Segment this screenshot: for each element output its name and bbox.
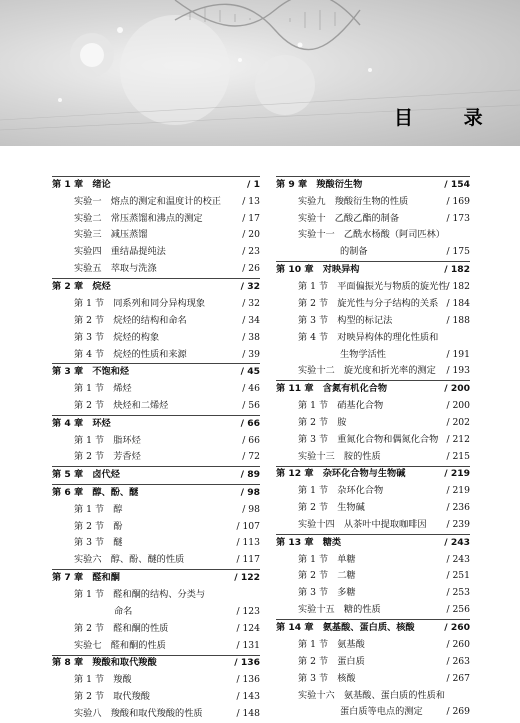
toc-entry-title: 第 1 节 氨基酸 <box>298 638 365 650</box>
toc-entry-page: / 107 <box>236 520 260 532</box>
toc-entry-title: 第 1 节 单糖 <box>298 553 356 565</box>
toc-entry-title: 第 5 章 卤代烃 <box>52 469 120 481</box>
toc-entry-page: / 143 <box>236 691 260 703</box>
toc-entry-page: / 184 <box>446 297 470 309</box>
toc-chapter-entry[interactable] <box>52 655 260 672</box>
toc-entry-page: / 188 <box>446 314 470 326</box>
toc-entry[interactable] <box>52 621 260 638</box>
toc-entry[interactable] <box>276 415 470 432</box>
toc-entry-page: / 182 <box>446 280 470 292</box>
toc-entry-title: 实验十三 胺的性质 <box>298 450 381 462</box>
toc-entry-title: 第 3 节 构型的标记法 <box>298 314 393 326</box>
toc-entry-page: / 113 <box>236 537 260 549</box>
toc-entry-page: / 89 <box>240 469 260 481</box>
toc-entry-title: 第 3 节 重氮化合物和偶氮化合物 <box>298 433 439 445</box>
toc-entry-title: 第 2 节 蛋白质 <box>298 655 365 667</box>
toc-entry-title: 第 1 节 脂环烃 <box>74 434 141 446</box>
toc-entry-page: / 56 <box>242 399 260 411</box>
toc-entry-title: 第 2 节 二糖 <box>298 570 356 582</box>
toc-entry-title: 第 2 节 取代羧酸 <box>74 691 150 703</box>
toc-entry-title: 第 14 章 氨基酸、蛋白质、核酸 <box>276 621 415 633</box>
toc-entry[interactable] <box>276 398 470 415</box>
toc-entry-page: / 148 <box>236 707 260 719</box>
toc-entry-title: 第 1 节 杂环化合物 <box>298 485 384 497</box>
toc-right-column <box>276 176 470 721</box>
toc-entry-page: / 169 <box>446 195 470 207</box>
toc-entry[interactable] <box>52 347 260 364</box>
toc-entry-page: / 123 <box>236 605 260 617</box>
toc-entry-page: / 175 <box>446 246 470 258</box>
toc-entry-page: / 253 <box>446 587 470 599</box>
toc-entry-page: / 263 <box>446 655 470 667</box>
toc-entry[interactable] <box>276 279 470 296</box>
toc-entry[interactable] <box>52 330 260 347</box>
toc-entry-title: 第 11 章 含氮有机化合物 <box>276 383 388 395</box>
toc-entry-page: / 98 <box>242 503 260 515</box>
toc-entry[interactable] <box>52 211 260 228</box>
toc-entry[interactable] <box>276 330 470 347</box>
toc-entry-page: / 219 <box>446 485 470 497</box>
toc-entry-title: 实验八 羧酸和取代羧酸的性质 <box>74 707 203 719</box>
toc-chapter-entry[interactable] <box>276 381 470 398</box>
toc-chapter-entry[interactable] <box>276 535 470 552</box>
toc-entry[interactable] <box>52 449 260 466</box>
toc-entry[interactable] <box>276 296 470 313</box>
toc-entry[interactable] <box>276 432 470 449</box>
toc-entry-page: / 124 <box>236 622 260 634</box>
toc-entry[interactable] <box>276 602 470 619</box>
toc-entry-title: 生物学活性 <box>340 348 386 360</box>
toc-entry-page: / 202 <box>446 416 470 428</box>
toc-entry-page: / 23 <box>242 246 260 258</box>
toc-chapter-entry[interactable] <box>52 416 260 433</box>
toc-entry-title: 第 2 节 炔烃和二烯烃 <box>74 399 169 411</box>
toc-entry-title: 第 1 节 同系列和同分异构现象 <box>74 297 206 309</box>
toc-entry-page: / 136 <box>234 657 260 669</box>
toc-entry[interactable] <box>52 227 260 244</box>
toc-entry-page: / 17 <box>242 212 260 224</box>
toc-entry-title: 第 10 章 对映异构 <box>276 264 360 276</box>
toc-entry-page: / 32 <box>240 280 260 292</box>
toc-entry[interactable] <box>276 227 470 244</box>
toc-entry-page: / 39 <box>242 348 260 360</box>
toc-entry[interactable] <box>276 637 470 654</box>
toc-entry-page: / 239 <box>446 519 470 530</box>
toc-chapter-entry[interactable] <box>52 177 260 194</box>
toc-entry-title: 实验七 醛和酮的性质 <box>74 639 166 651</box>
toc-entry-page: / 26 <box>242 263 260 275</box>
toc-entry[interactable] <box>276 449 470 466</box>
toc-entry-page: / 136 <box>236 674 260 686</box>
toc-entry-title: 实验三 减压蒸馏 <box>74 229 148 241</box>
toc-chapter-entry[interactable] <box>52 485 260 502</box>
toc-entry-title: 实验十六 氨基酸、蛋白质的性质和 <box>298 689 445 701</box>
toc-entry-title: 第 3 节 烷烃的构象 <box>74 331 160 343</box>
toc-entry-title: 第 1 节 硝基化合物 <box>298 399 384 411</box>
toc-entry-title: 实验十五 糖的性质 <box>298 604 381 616</box>
toc-entry[interactable] <box>276 517 470 534</box>
toc-entry-page: / 219 <box>444 468 470 480</box>
toc-entry-page: / 191 <box>446 348 470 360</box>
toc-entry-title: 实验四 重结晶提纯法 <box>74 246 166 258</box>
toc-entry-page: / 260 <box>446 638 470 650</box>
toc-chapter-entry[interactable] <box>52 570 260 587</box>
toc-entry-title: 实验五 萃取与洗涤 <box>74 263 157 275</box>
toc-entry-page: / 256 <box>446 604 470 616</box>
toc-entry[interactable] <box>52 672 260 689</box>
toc-entry-page: / 267 <box>446 672 470 684</box>
toc-entry[interactable] <box>52 689 260 706</box>
toc-entry[interactable] <box>276 568 470 585</box>
toc-entry-title: 第 2 节 芳香烃 <box>74 451 141 463</box>
toc-entry-title: 实验六 醇、酚、醚的性质 <box>74 554 185 566</box>
toc-entry-page: / 154 <box>444 178 470 190</box>
toc-entry-page: / 13 <box>242 195 260 207</box>
toc-entry-title: 第 13 章 糖类 <box>276 536 342 548</box>
toc-entry-title: 第 1 节 羧酸 <box>74 674 132 686</box>
toc-entry-title: 第 8 章 羧酸和取代羧酸 <box>52 657 157 669</box>
toc-entry[interactable] <box>276 671 470 688</box>
toc-entry-page: / 200 <box>444 383 470 395</box>
toc-entry-page: / 122 <box>234 572 260 584</box>
toc-left-column <box>52 176 260 723</box>
toc-entry-title: 第 2 节 酚 <box>74 520 123 532</box>
toc-entry-title: 第 7 章 醛和酮 <box>52 572 120 584</box>
toc-chapter-entry[interactable] <box>276 177 470 194</box>
toc-entry[interactable] <box>52 604 260 621</box>
toc-entry-title: 第 3 节 醚 <box>74 537 123 549</box>
toc-entry[interactable] <box>52 502 260 519</box>
toc-entry[interactable] <box>52 433 260 450</box>
toc-entry-title: 实验二 常压蒸馏和沸点的测定 <box>74 212 203 224</box>
toc-entry-title: 第 1 节 烯烃 <box>74 383 132 395</box>
toc-entry-page: / 46 <box>242 383 260 395</box>
toc-entry[interactable] <box>52 552 260 569</box>
toc-entry[interactable] <box>52 296 260 313</box>
toc-entry[interactable] <box>52 587 260 604</box>
toc-entry[interactable] <box>52 398 260 415</box>
toc-entry[interactable] <box>276 244 470 261</box>
toc-entry-title: 实验十四 从茶叶中提取咖啡因 <box>298 519 427 530</box>
toc-entry-page: / 236 <box>446 502 470 514</box>
toc-entry-page: / 131 <box>236 639 260 651</box>
toc-entry[interactable] <box>52 194 260 211</box>
toc-entry-page: / 45 <box>240 366 260 378</box>
toc-entry-title: 第 2 节 胺 <box>298 416 347 428</box>
toc-entry-page: / 117 <box>236 554 260 566</box>
toc-entry-title: 第 2 节 醛和酮的性质 <box>74 622 169 634</box>
toc-entry-title: 命名 <box>114 605 133 617</box>
toc-entry[interactable] <box>276 585 470 602</box>
toc-chapter-entry[interactable] <box>52 364 260 381</box>
toc-entry-title: 第 2 节 旋光性与分子结构的关系 <box>298 297 439 309</box>
toc-entry-title: 第 4 节 烷烃的性质和来源 <box>74 348 187 360</box>
toc-entry[interactable] <box>52 313 260 330</box>
toc-entry-page: / 20 <box>242 229 260 241</box>
toc-entry[interactable] <box>276 552 470 569</box>
toc-entry[interactable] <box>276 688 470 705</box>
toc-entry-page: / 66 <box>240 417 260 429</box>
toc-entry-page: / 98 <box>240 486 260 498</box>
toc-chapter-entry[interactable] <box>276 466 470 483</box>
toc-entry-page: / 251 <box>446 570 470 582</box>
toc-entry[interactable] <box>276 654 470 671</box>
toc-entry-title: 第 1 节 醛和酮的结构、分类与 <box>74 588 206 600</box>
toc-entry-title: 第 2 节 生物碱 <box>298 502 365 514</box>
toc-entry-title: 第 3 节 多糖 <box>298 587 356 599</box>
toc-entry-title: 第 1 节 醇 <box>74 503 123 515</box>
toc-entry-title: 第 1 章 绪论 <box>52 178 111 190</box>
toc-entry-page: / 34 <box>242 314 260 326</box>
toc-entry-page: / 72 <box>242 451 260 463</box>
toc-entry-page: / 260 <box>444 621 470 633</box>
toc-entry-title: 的制备 <box>340 246 368 258</box>
toc-entry[interactable] <box>52 244 260 261</box>
toc-chapter-entry[interactable] <box>276 620 470 637</box>
toc-chapter-entry[interactable] <box>276 262 470 279</box>
toc-entry-title: 第 4 节 对映异构体的理化性质和 <box>298 331 439 343</box>
toc-entry-page: / 182 <box>444 264 470 276</box>
toc-entry[interactable] <box>52 261 260 278</box>
toc-entry-page: / 243 <box>444 536 470 548</box>
toc-entry-title: 实验一 熔点的测定和温度计的校正 <box>74 195 221 207</box>
toc-entry[interactable] <box>276 313 470 330</box>
toc-entry[interactable] <box>276 347 470 364</box>
toc-chapter-entry[interactable] <box>52 467 260 484</box>
toc-entry-page: / 38 <box>242 331 260 343</box>
toc-entry-title: 第 2 章 烷烃 <box>52 280 111 292</box>
toc-entry-title: 第 2 节 烷烃的结构和命名 <box>74 314 187 326</box>
toc-entry-page: / 173 <box>446 212 470 224</box>
toc-entry[interactable] <box>52 519 260 536</box>
toc-entry[interactable] <box>276 211 470 228</box>
toc-entry-title: 蛋白质等电点的测定 <box>340 706 423 718</box>
toc-entry[interactable] <box>276 363 470 380</box>
toc-entry-page: / 215 <box>446 450 470 462</box>
toc-entry-title: 第 12 章 杂环化合物与生物碱 <box>276 468 406 480</box>
toc-entry-title: 实验十二 旋光度和折光率的测定 <box>298 365 436 377</box>
toc-entry-page: / 32 <box>242 297 260 309</box>
toc-entry-title: 实验九 羧酸衍生物的性质 <box>298 195 409 207</box>
toc-entry-page: / 269 <box>446 706 470 718</box>
toc-entry-page: / 1 <box>247 178 260 190</box>
toc-entry[interactable] <box>52 381 260 398</box>
toc-entry[interactable] <box>52 535 260 552</box>
toc-chapter-entry[interactable] <box>52 279 260 296</box>
toc-entry-page: / 193 <box>446 365 470 377</box>
toc-entry-title: 实验十一 乙酰水杨酸（阿司匹林） <box>298 229 445 241</box>
toc-entry-title: 第 1 节 平面偏振光与物质的旋光性 <box>298 280 448 292</box>
toc-entry-title: 第 9 章 羧酸衍生物 <box>276 178 363 190</box>
toc-entry-title: 第 6 章 醇、酚、醚 <box>52 486 139 498</box>
toc-entry[interactable] <box>52 638 260 655</box>
toc-entry-page: / 66 <box>242 434 260 446</box>
toc-entry-title: 第 3 节 核酸 <box>298 672 356 684</box>
toc-entry-title: 第 3 章 不饱和烃 <box>52 366 130 378</box>
toc-entry[interactable] <box>276 483 470 500</box>
toc-entry-page: / 212 <box>446 433 470 445</box>
toc-entry-title: 实验十 乙酸乙酯的制备 <box>298 212 400 224</box>
toc-entry-page: / 200 <box>446 399 470 411</box>
toc-entry[interactable] <box>52 706 260 723</box>
toc-entry[interactable] <box>276 194 470 211</box>
toc-entry-page: / 243 <box>446 553 470 565</box>
page-title: 目 录 <box>394 107 505 129</box>
toc-entry[interactable] <box>276 500 470 517</box>
toc-entry-title: 第 4 章 环烃 <box>52 417 111 429</box>
